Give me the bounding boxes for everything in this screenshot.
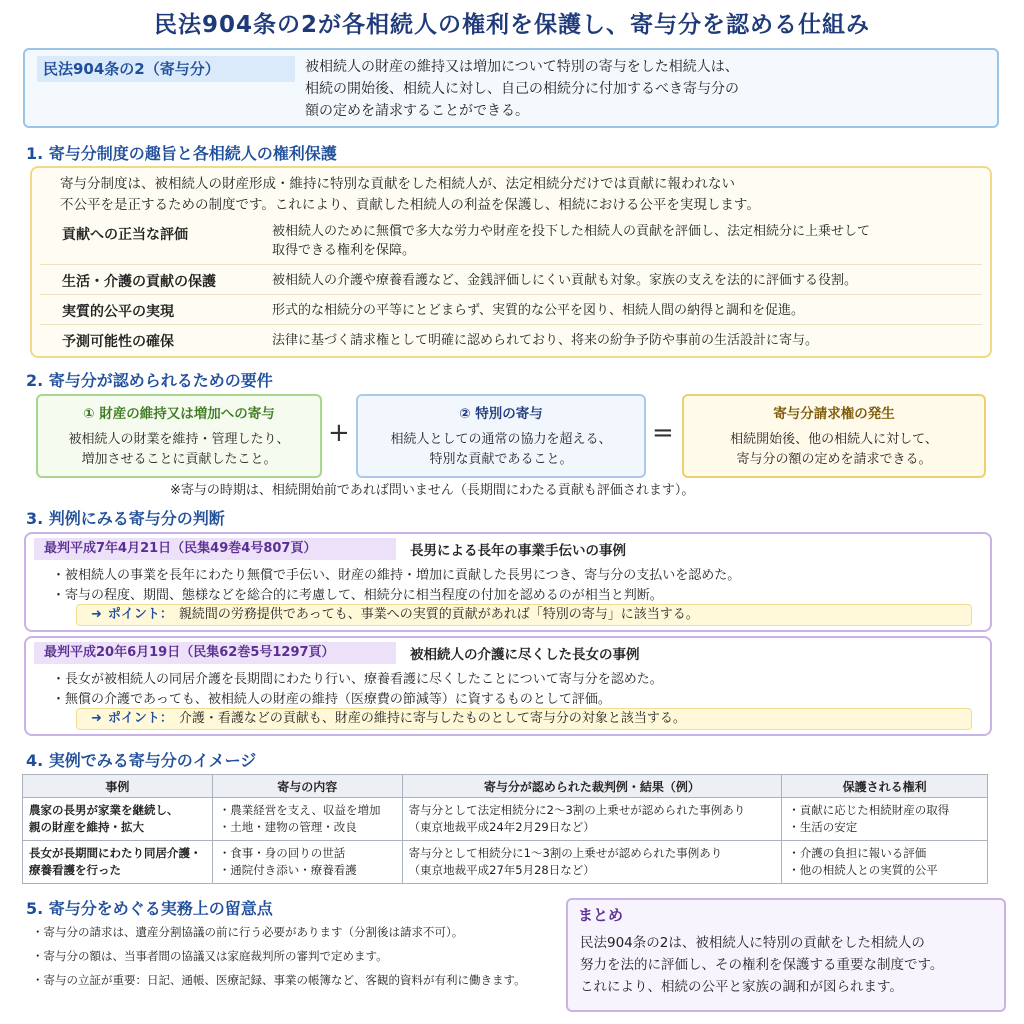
requirement-box-2 (356, 394, 646, 478)
section3-heading: 3. 判例にみる寄与分の判断 (26, 509, 225, 528)
summary-title: まとめ (578, 906, 624, 924)
requirement-line: 相続人としての通常の協力を超える、 (390, 432, 612, 447)
summary-box (566, 898, 1006, 1012)
summary-line: 努力を法的に評価し、その権利を保護する重要な制度です。 (580, 957, 944, 973)
table-cell: 農家の長男が家業を継続し、 親の財産を維持・拡大 (23, 798, 213, 841)
table-cell: ・貢献に応じた相続財産の取得 ・生活の安定 (782, 798, 988, 841)
table-cell: 長女が長期間にわたり同居介護・ 療養看護を行った (23, 841, 213, 884)
table-row (23, 841, 988, 884)
purpose-key: 貢献への正当な評価 (62, 227, 188, 243)
result-line: 寄与分の額の定めを請求できる。 (736, 452, 932, 467)
law-line: 相続の開始後、相続人に対し、自己の相続分に付加するべき寄与分の (305, 81, 739, 97)
summary-line: これにより、相続の公平と家族の調和が図られます。 (580, 979, 903, 995)
timing-note: ※寄与の時期は、相続開始前であれば問いません（長期間にわたる貢献も評価されます）。 (170, 483, 695, 498)
table-cell: 寄与分として相続分に1〜3割の上乗せが認められた事例あり （東京地裁平成27年5月28日など） (402, 841, 782, 884)
purpose-row (40, 294, 982, 323)
law-article-box (23, 48, 999, 128)
column-header: 事例 (23, 775, 213, 798)
column-header: 寄与の内容 (212, 775, 402, 798)
table-row (23, 798, 988, 841)
purpose-key: 生活・介護の貢献の保護 (62, 274, 216, 290)
result-line: 相続開始後、他の相続人に対して、 (730, 432, 938, 447)
summary-body (580, 932, 996, 998)
law-line: 被相続人の財産の維持又は増加について特別の寄与をした相続人は、 (305, 59, 739, 75)
section1-heading: 1. 寄与分制度の趣旨と各相続人の権利保護 (26, 144, 337, 163)
requirement-line: 被相続人の財業を維持・管理したり、 (68, 432, 290, 447)
intro-line: 不公平を是正するための制度です。これにより、貢献した相続人の利益を保護し、相続における公平を実現します。 (60, 197, 760, 213)
purpose-key: 実質的公平の実現 (62, 304, 174, 320)
table-cell: ・農業経営を支え、収益を増加 ・土地・建物の管理・改良 (212, 798, 402, 841)
column-header: 寄与分が認められた裁判例・結果（例） (402, 775, 782, 798)
case-title: 長男による長年の事業手伝いの事例 (410, 543, 626, 559)
case-card-2 (24, 636, 992, 736)
practice-note: ・寄与の立証が重要：日記、通帳、医療記録、事業の帳簿など、客観的資料が有利に働きます。 (32, 973, 526, 987)
case-bullet: ・無償の介護であっても、被相続人の財産の維持（医療費の節減等）に資するものとして評価。 (52, 692, 611, 707)
section5-heading: 5. 寄与分をめぐる実務上の留意点 (26, 899, 273, 918)
arrow-right-icon: ➜ (91, 607, 102, 622)
page-title: 民法904条の2が各相続人の権利を保護し、寄与分を認める仕組み (153, 12, 870, 38)
result-title: 寄与分請求権の発生 (773, 406, 895, 422)
section1-intro (60, 174, 980, 216)
table-cell: ・介護の負担に報いる評価 ・他の相続人との実質的公平 (782, 841, 988, 884)
arrow-right-icon: ➜ (91, 711, 102, 726)
practice-note: ・寄与分の請求は、遺産分割協議の前に行う必要があります（分割後は請求不可）。 (32, 925, 464, 939)
law-line: 額の定めを請求することができる。 (305, 103, 529, 119)
table-header-row (23, 775, 988, 798)
purpose-row (40, 264, 982, 293)
case-citation: 最判平成7年4月21日（民集49巻4号807頁） (34, 538, 396, 560)
section4-heading: 4. 実例でみる寄与分のイメージ (26, 751, 257, 770)
requirement-body (38, 430, 320, 470)
case-bullet: ・寄与の程度、期間、態様などを総合的に考慮して、相続分に相当程度の付加を認めるのが相当と判断。 (52, 588, 663, 603)
examples-table (22, 774, 988, 884)
requirement-line: 増加させることに貢献したこと。 (81, 452, 277, 467)
case-title: 被相続人の介護に尽くした長女の事例 (410, 647, 640, 663)
purpose-key: 予測可能性の確保 (62, 334, 174, 350)
case-card-1 (24, 532, 992, 632)
case-point (76, 604, 972, 626)
case-bullet: ・長女が被相続人の同居介護を長期間にわたり行い、療養看護に尽くしたことについて寄与分を認めた。 (52, 672, 663, 687)
purpose-value: 法律に基づく請求権として明確に認められており、将来の紛争予防や事前の生活設計に寄与。 (272, 333, 819, 348)
case-point (76, 708, 972, 730)
law-article-text (305, 56, 985, 122)
table-cell: 寄与分として法定相続分に2〜3割の上乗せが認められた事例あり （東京地裁平成24年2月29日など） (402, 798, 782, 841)
purpose-value: 形式的な相続分の平等にとどまらず、実質的な公平を図り、相続人間の納得と調和を促進。 (272, 303, 804, 318)
case-bullet: ・被相続人の事業を長年にわたり無償で手伝い、財産の維持・増加に貢献した長男につき、寄与分の支払いを認めた。 (52, 568, 741, 583)
case-citation: 最判平成20年6月19日（民集62巻5号1297頁） (34, 642, 396, 664)
requirement-title: ② 特別の寄与 (459, 406, 543, 422)
requirement-box-1 (36, 394, 322, 478)
point-label: ポイント： (107, 711, 173, 726)
requirement-title: ① 財産の維持又は増加への寄与 (83, 406, 275, 422)
section1-box (30, 166, 992, 358)
requirement-body (358, 430, 644, 470)
point-text: 親続間の労務提供であっても、事業への実質的貢献があれば「特別の寄与」に該当する。 (178, 607, 699, 622)
equals-sign: = (652, 418, 674, 448)
purpose-row (40, 324, 982, 353)
table-cell: ・食事・身の回りの世話 ・通院付き添い・療養看護 (212, 841, 402, 884)
purpose-value-line: 被相続人のために無償で多大な労力や財産を投下した相続人の貢献を評価し、法定相続分に上乗せして (272, 224, 871, 239)
purpose-value-line: 取得できる権利を保障。 (272, 243, 416, 258)
result-box (682, 394, 986, 478)
purpose-value (272, 222, 972, 260)
point-label: ポイント： (107, 607, 173, 622)
point-text: 介護・看護などの貢献も、財産の維持に寄与したものとして寄与分の対象と該当する。 (178, 711, 686, 726)
purpose-value: 被相続人の介護や療養看護など、金銭評価しにくい貢献も対象。家族の支えを法的に評価する役割。 (272, 273, 858, 288)
law-article-tag: 民法904条の2（寄与分） (37, 56, 295, 82)
intro-line: 寄与分制度は、被相続人の財産形成・維持に特別な貢献をした相続人が、法定相続分だけでは貢献に報われない (60, 176, 735, 192)
purpose-row (40, 218, 982, 258)
section2-heading: 2. 寄与分が認められるための要件 (26, 371, 273, 390)
practice-note: ・寄与分の額は、当事者間の協議又は家庭裁判所の審判で定めます。 (32, 949, 388, 963)
summary-line: 民法904条の2は、被相続人に特別の貢献をした相続人の (580, 935, 925, 951)
result-body (684, 430, 984, 470)
plus-sign: + (328, 418, 350, 448)
requirement-line: 特別な貢献であること。 (429, 452, 573, 467)
column-header: 保護される権利 (782, 775, 988, 798)
